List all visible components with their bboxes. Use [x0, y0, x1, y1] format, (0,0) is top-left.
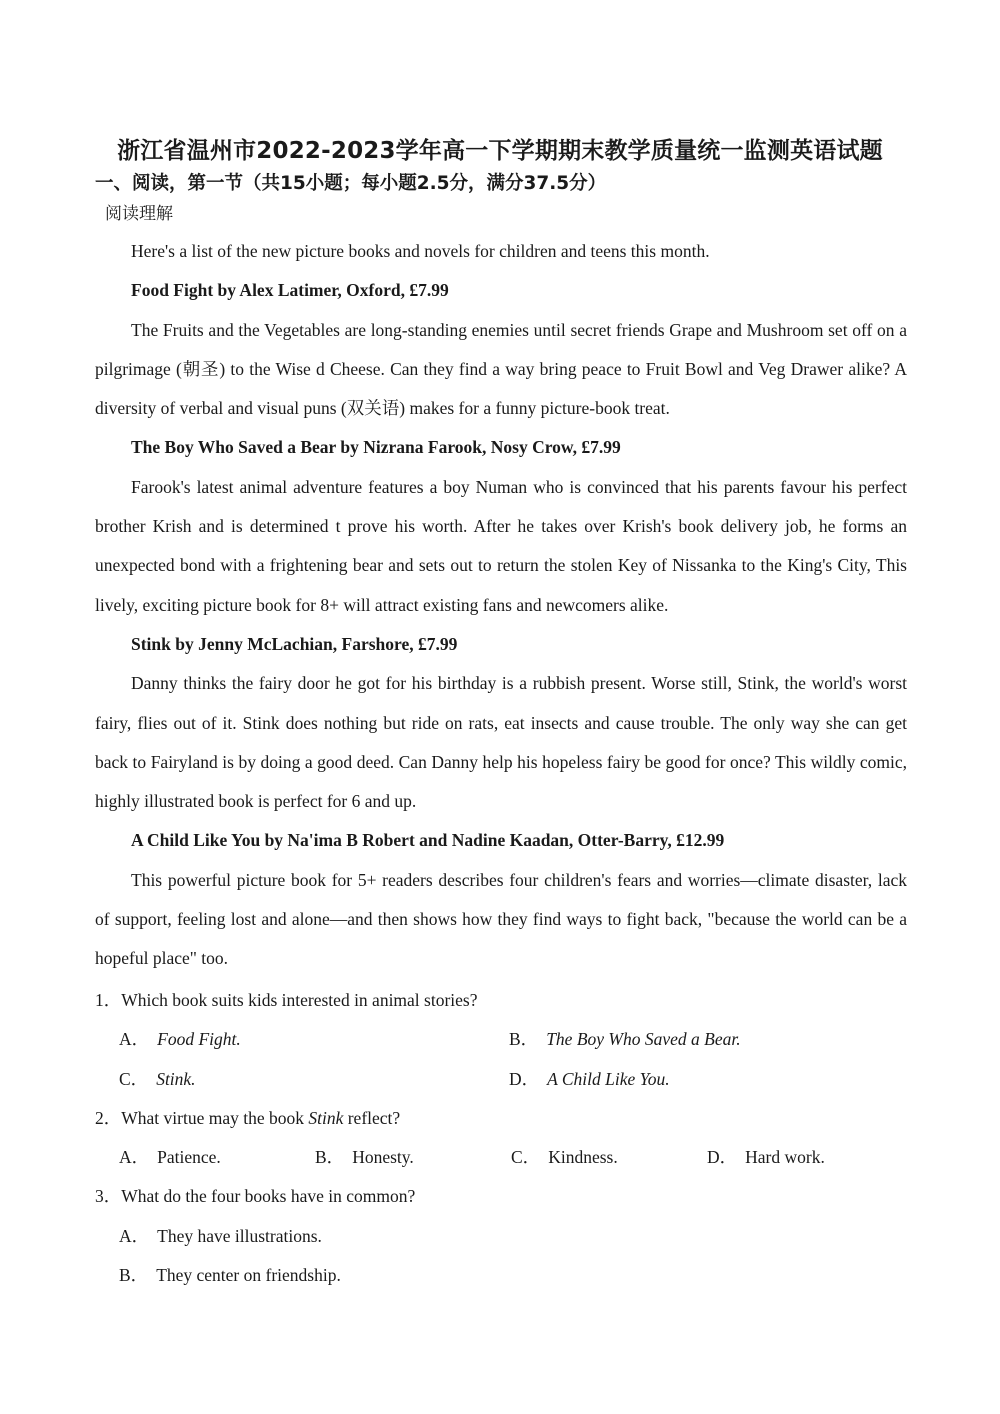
question-text: What do the four books have in common?	[121, 1186, 416, 1207]
question-2-options	[95, 1138, 907, 1177]
question-1-options-row-2	[95, 1060, 907, 1099]
question-text: Which book suits kids interested in animal stories?	[121, 990, 478, 1010]
book-text-food-fight: The Fruits and the Vegetables are long-standing enemies until secret friends Grape and Mushroom set off on a pilgrimage (朝圣) to the Wise d Cheese. Can they find a way bring peace to Fruit Bowl and Veg Drawer alike? A diversity of verbal and visual puns (双关语) makes for a funny picture-book treat.	[95, 319, 907, 419]
option-text: Food Fight.	[157, 1029, 241, 1050]
option-d[interactable]	[707, 1138, 903, 1177]
question-text-after: reflect?	[343, 1107, 401, 1128]
question-text-italic: Stink	[308, 1107, 344, 1128]
question-3-option-a-row	[95, 1217, 907, 1256]
option-d[interactable]	[509, 1060, 899, 1099]
option-label: B．	[119, 1265, 149, 1286]
question-number: 1．	[95, 990, 122, 1010]
question-1-options-row-1	[95, 1020, 907, 1059]
question-3	[95, 1177, 907, 1216]
option-label: A．	[119, 1029, 150, 1050]
option-c[interactable]	[119, 1060, 509, 1099]
book-heading-child-like-you: A Child Like You by Na'ima B Robert and Nadine Kaadan, Otter-Barry, £12.99	[131, 830, 725, 851]
option-label: C．	[119, 1068, 149, 1089]
option-label: A．	[119, 1225, 150, 1246]
option-label: D．	[707, 1147, 738, 1168]
book-text-boy-bear: Farook's latest animal adventure features a boy Numan who is convinced that his parents favour his perfect brother Krish and is determined t prove his worth. After he takes over Krish's book delivery job, he forms an unexpected bond with a frightening bear and sets out to return the stolen Key of Nissanka to the King's City, This lively, exciting picture book for 8+ will attract existing fans and newcomers alike.	[95, 476, 907, 615]
question-2	[95, 1099, 907, 1138]
option-label: C．	[511, 1147, 541, 1168]
option-text: Stink.	[156, 1068, 196, 1089]
option-a[interactable]	[119, 1020, 509, 1059]
option-text: A Child Like You.	[547, 1068, 670, 1089]
option-text: Kindness.	[548, 1147, 618, 1168]
option-b[interactable]	[509, 1020, 899, 1059]
book-heading-stink: Stink by Jenny McLachian, Farshore, £7.99	[131, 633, 458, 654]
option-b[interactable]	[119, 1256, 719, 1295]
book-text-child-like-you: This powerful picture book for 5+ readers describes four children's fears and worries—climate disaster, lack of support, feeling lost and alone—and then shows how they find ways to fight back, "because the world can be a hopeful place" too.	[95, 869, 907, 969]
reading-passage	[95, 232, 907, 979]
option-label: D．	[509, 1068, 540, 1089]
option-text: Honesty.	[352, 1147, 414, 1168]
option-label: B．	[509, 1029, 539, 1050]
question-number: 2．	[95, 1107, 122, 1128]
passage-intro: Here's a list of the new picture books and novels for children and teens this month.	[131, 241, 710, 261]
option-text: Hard work.	[745, 1147, 825, 1168]
option-text: The Boy Who Saved a Bear.	[546, 1029, 741, 1050]
option-b[interactable]	[315, 1138, 511, 1177]
option-c[interactable]	[511, 1138, 707, 1177]
book-heading-boy-bear: The Boy Who Saved a Bear by Nizrana Farook, Nosy Crow, £7.99	[131, 437, 621, 458]
section-heading: 一、阅读，第一节（共15小题；每小题2.5分，满分37.5分）	[95, 173, 607, 194]
option-label: A．	[119, 1147, 150, 1168]
question-list	[95, 981, 907, 1295]
option-a[interactable]	[119, 1138, 315, 1177]
option-text: They have illustrations.	[157, 1225, 322, 1246]
page-title: 浙江省温州市2022-2023学年高一下学期期末教学质量统一监测英语试题	[117, 138, 883, 164]
option-text: They center on friendship.	[156, 1265, 341, 1286]
option-text: Patience.	[157, 1147, 221, 1168]
option-label: B．	[315, 1147, 345, 1168]
question-3-option-b-row	[95, 1256, 907, 1295]
option-a[interactable]	[119, 1217, 719, 1256]
book-heading-food-fight: Food Fight by Alex Latimer, Oxford, £7.99	[131, 280, 449, 301]
book-text-stink: Danny thinks the fairy door he got for his birthday is a rubbish present. Worse still, Stink, the world's worst fairy, flies out of it. Stink does nothing but ride on rats, eat insects and cause trouble. The only way she can get back to Fairyland is by doing a good deed. Can Danny help his hopeless fairy be good for once? This wildly comic, highly illustrated book is perfect for 6 and up.	[95, 673, 907, 812]
question-text-before: What virtue may the book	[121, 1107, 309, 1128]
subsection-label: 阅读理解	[105, 204, 173, 224]
question-number: 3．	[95, 1186, 122, 1207]
question-1	[95, 981, 907, 1020]
